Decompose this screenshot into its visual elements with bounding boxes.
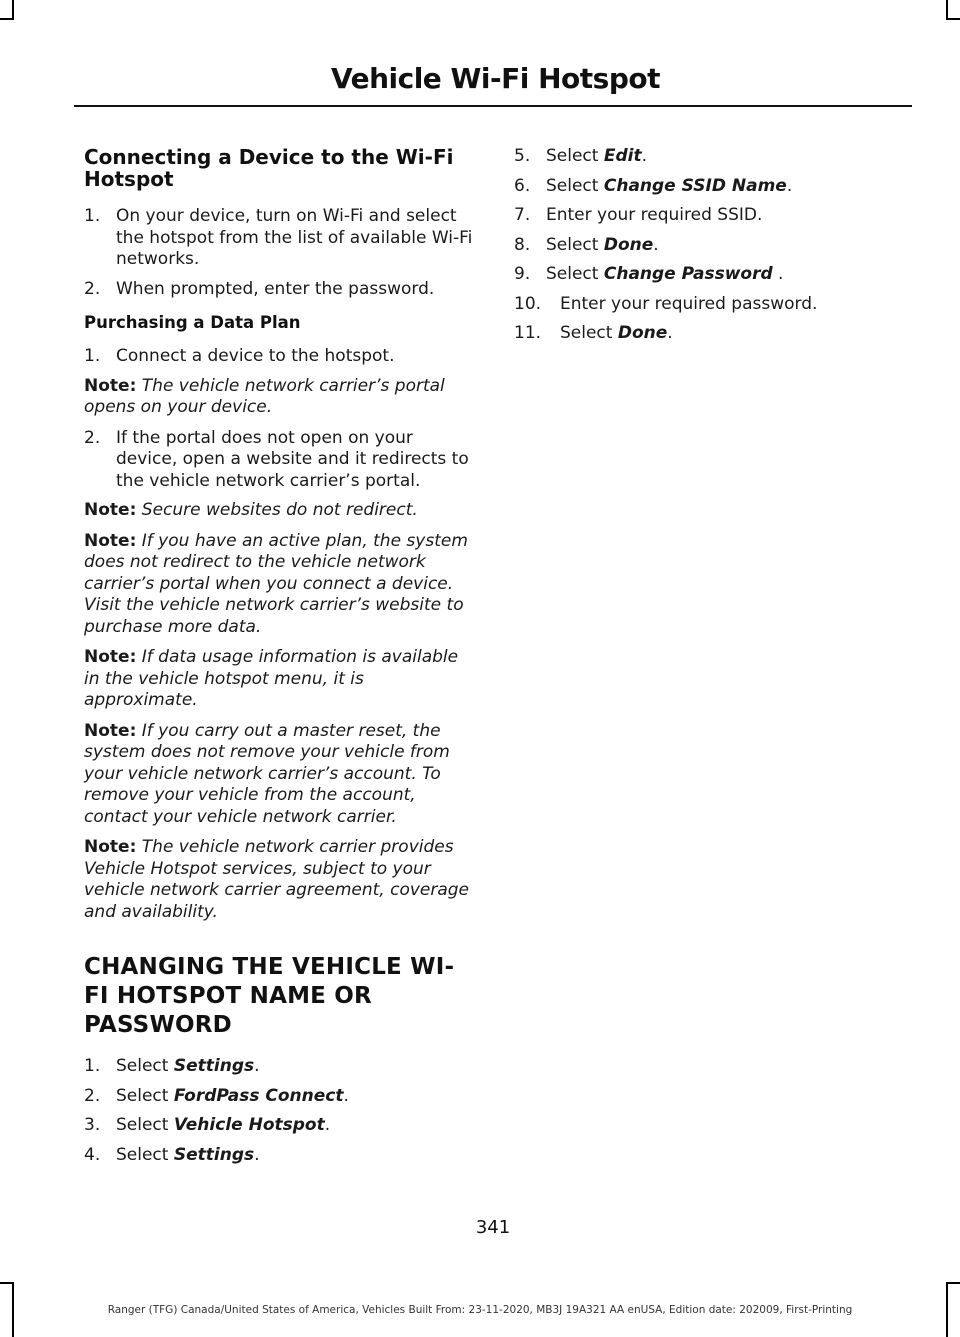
heading-purchasing: Purchasing a Data Plan [84, 313, 301, 332]
note: Note: If data usage information is available in the vehicle hotspot menu, it is approximate. [84, 647, 459, 710]
crop-mark [12, 0, 14, 20]
crop-mark [0, 18, 14, 20]
note: Note: The vehicle network carrier’s portal opens on your device. [84, 375, 445, 417]
crop-mark [946, 18, 960, 20]
page-number: 341 [475, 1217, 511, 1238]
crop-mark [946, 1282, 960, 1284]
right-column [514, 146, 906, 353]
heading-changing: CHANGING THE VEHICLE WI- FI HOTSPOT NAME OR PASSWORD [84, 954, 455, 1038]
list-item: 5. Select Edit. [514, 146, 648, 166]
list-item: 2. When prompted, enter the password. [84, 278, 435, 299]
footer-edition-info: Ranger (TFG) Canada/United States of America, Vehicles Built From: 23-11-2020, MB3J 19A321 AA enUSA, Edition date: 202009, First-Printing [107, 1304, 853, 1316]
list-item: 1. Select Settings. [84, 1056, 260, 1076]
list-item: 4. Select Settings. [84, 1144, 260, 1165]
note: Note: If you carry out a master reset, the system does not remove your vehicle from your vehicle network carrier’s account. To remove your vehicle from the account, contact your vehicle network carrier. [84, 720, 450, 827]
note: Note: The vehicle network carrier provides Vehicle Hotspot services, subject to your vehicle network carrier agreement, coverage and availability. [84, 837, 470, 922]
left-column [84, 146, 476, 1174]
list-item: 1. Connect a device to the hotspot. [84, 346, 395, 366]
list-item: 2. If the portal does not open on your device, open a website and it redirects to the vehicle network carrier’s portal. [84, 427, 469, 491]
list-item: 3. Select Vehicle Hotspot. [84, 1115, 331, 1135]
crop-mark [946, 0, 948, 20]
note: Note: Secure websites do not redirect. [84, 500, 418, 520]
header-rule [74, 105, 912, 107]
heading-connecting: Connecting a Device to the Wi-Fi Hotspot [84, 145, 454, 191]
note: Note: If you have an active plan, the system does not redirect to the vehicle network carrier’s portal when you connect a device. Visit the vehicle network carrier’s website to purchase more data. [84, 530, 468, 637]
list-item: 1. On your device, turn on Wi-Fi and select the hotspot from the list of available Wi-Fi networks. [84, 206, 473, 269]
list-item: 11. Select Done. [514, 323, 673, 343]
list-item: 7. Enter your required SSID. [514, 205, 763, 225]
list-item: 2. Select FordPass Connect. [84, 1085, 349, 1106]
crop-mark [0, 1282, 14, 1284]
list-item: 9. Select Change Password . [514, 264, 784, 284]
list-item: 6. Select Change SSID Name. [514, 175, 793, 196]
list-item: 10. Enter your required password. [514, 293, 818, 314]
list-item: 8. Select Done. [514, 234, 659, 255]
page-header-title: Vehicle Wi-Fi Hotspot [330, 62, 660, 95]
